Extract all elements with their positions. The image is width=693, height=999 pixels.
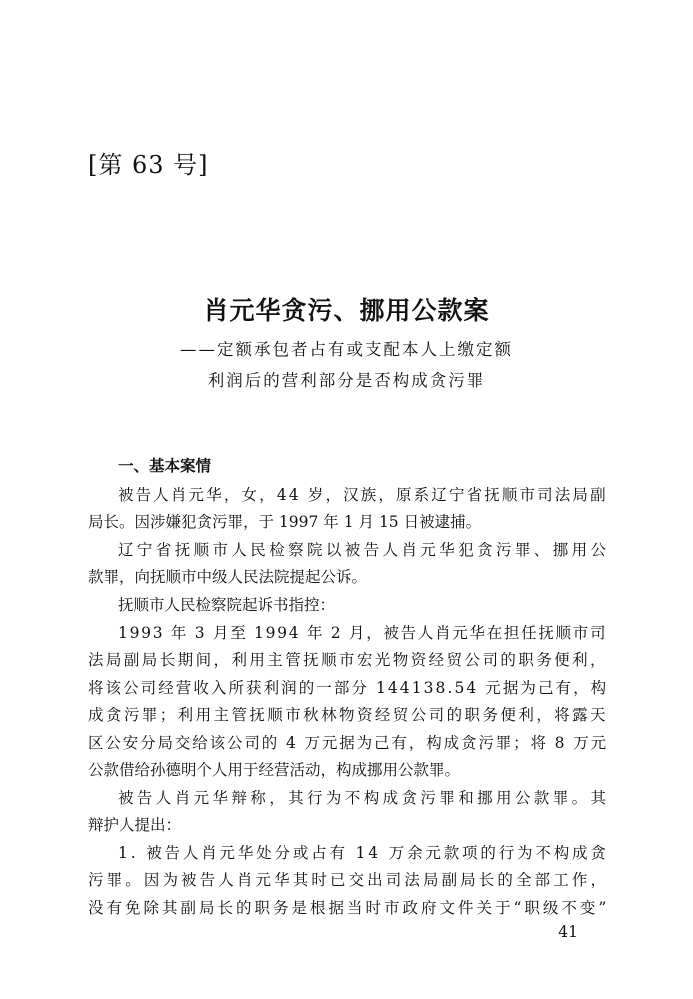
case-subtitle-line: 利润后的营利部分是否构成贪污罪: [207, 371, 486, 390]
body-line: 将该公司经营收入所获利润的一部分 144138.54 元据为己有，构: [88, 679, 609, 697]
body-line: 1993 年 3 月至 1994 年 2 月，被告人肖元华在担任抚顺市司: [118, 624, 608, 642]
body-line: 辽宁省抚顺市人民检察院以被告人肖元华犯贪污罪、挪用公: [118, 541, 610, 559]
case-subtitle-line: ——定额承包者占有或支配本人上缴定额: [180, 340, 513, 359]
case-number: [第 63 号]: [88, 151, 209, 179]
body-line: 区公安分局交给该公司的 4 万元据为己有，构成贪污罪；将 8 万元: [88, 734, 608, 752]
section-heading: 一、基本案情: [118, 456, 212, 475]
case-title: 肖元华贪污、挪用公款案: [203, 296, 490, 325]
body-line: 成贪污罪；利用主管抚顺市秋林物资经贸公司的职务便利，将露天: [88, 706, 608, 724]
body-line: 局长。因涉嫌犯贪污罪，于 1997 年 1 月 15 日被逮捕。: [88, 513, 482, 531]
body-line: 被告人肖元华辩称，其行为不构成贪污罪和挪用公款罪。其: [118, 789, 610, 807]
body-line: 1. 被告人肖元华处分或占有 14 万余元款项的行为不构成贪: [118, 844, 609, 862]
body-line: 款罪，向抚顺市中级人民法院提起公诉。: [88, 568, 368, 586]
body-line: 法局副局长期间，利用主管抚顺市宏光物资经贸公司的职务便利，: [88, 651, 608, 669]
body-line: 被告人肖元华，女，44 岁，汉族，原系辽宁省抚顺市司法局副: [118, 486, 608, 504]
body-line: 辩护人提出：: [88, 816, 182, 834]
page-number: 41: [558, 923, 578, 941]
body-line: 抚顺市人民检察院起诉书指控：: [118, 596, 336, 614]
body-line: 污罪。因为被告人肖元华其时已交出司法局副局长的全部工作，: [88, 871, 610, 889]
body-line: 公款借给孙德明个人用于经营活动，构成挪用公款罪。: [88, 761, 461, 779]
body-line: 没有免除其副局长的职务是根据当时市政府文件关于“职级不变”: [88, 899, 610, 917]
